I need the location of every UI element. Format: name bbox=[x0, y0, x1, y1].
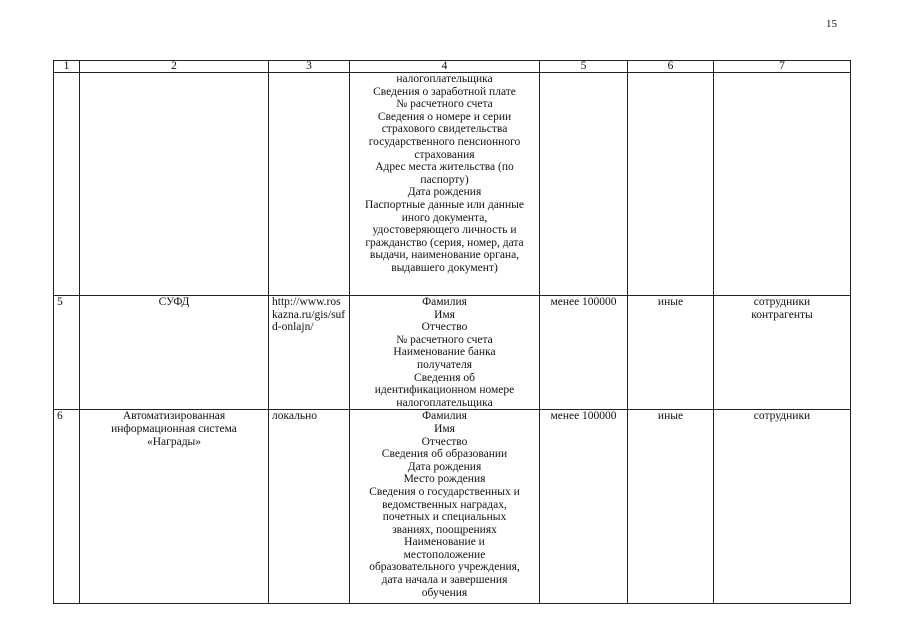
personal-data-item: образовательного учреждения, bbox=[369, 561, 520, 574]
system-name-cell bbox=[80, 73, 269, 296]
system-name-line: СУФД bbox=[158, 296, 190, 308]
table-row bbox=[54, 296, 851, 410]
location-cell bbox=[269, 73, 350, 296]
personal-data-item: званиях, поощрениях bbox=[392, 523, 497, 536]
column-header-4: 4 bbox=[350, 61, 540, 73]
personal-data-item: Сведения о государственных и bbox=[369, 485, 520, 498]
row-number-cell: 6 bbox=[54, 410, 80, 604]
personal-data-item: идентификационном номере bbox=[374, 384, 515, 397]
personal-data-item: Сведения об bbox=[413, 371, 475, 384]
personal-data-item: Фамилия bbox=[422, 296, 467, 308]
personal-data-item: Место рождения bbox=[403, 473, 486, 486]
table-row bbox=[54, 410, 851, 604]
personal-data-item: государственного пенсионного bbox=[368, 135, 521, 148]
personal-data-cell bbox=[350, 73, 540, 296]
volume-cell: менее 100000 bbox=[540, 296, 628, 410]
personal-data-item: № расчетного счета bbox=[396, 98, 493, 111]
personal-data-item: Паспортные данные или данные bbox=[365, 198, 524, 211]
subjects-cell bbox=[714, 410, 851, 604]
page-number: 15 bbox=[826, 18, 837, 30]
category-cell: иные bbox=[628, 410, 714, 604]
column-header-7: 7 bbox=[714, 61, 851, 73]
subject-line: контрагенты bbox=[751, 308, 813, 321]
personal-data-item: Наименование банка bbox=[393, 346, 496, 359]
personal-data-item: дата начала и завершения bbox=[381, 574, 508, 587]
personal-data-item: Наименование и bbox=[404, 536, 485, 549]
category-cell: иные bbox=[628, 296, 714, 410]
personal-data-item: страхования bbox=[414, 148, 475, 161]
table-row bbox=[54, 73, 851, 296]
subject-line: сотрудники bbox=[753, 410, 811, 423]
personal-data-item: страхового свидетельства bbox=[381, 123, 508, 136]
personal-data-item: налогоплательщика bbox=[396, 396, 493, 409]
subjects-cell bbox=[714, 296, 851, 410]
system-name-cell bbox=[80, 410, 269, 604]
category-cell bbox=[628, 73, 714, 296]
column-header-5: 5 bbox=[540, 61, 628, 73]
column-header-1: 1 bbox=[54, 61, 80, 73]
system-name-cell bbox=[80, 296, 269, 410]
personal-data-item: выдавшего документ) bbox=[391, 261, 498, 274]
subject-line: сотрудники bbox=[753, 296, 811, 308]
volume-cell bbox=[540, 73, 628, 296]
subjects-cell bbox=[714, 73, 851, 296]
system-name-line: «Награды» bbox=[146, 435, 202, 448]
column-header-2: 2 bbox=[80, 61, 269, 73]
personal-data-item: Адрес места жительства (по bbox=[375, 161, 514, 174]
location-cell: http://www.roskazna.ru/gis/sufd-onlajn/ bbox=[269, 296, 350, 410]
personal-data-item: Дата рождения bbox=[407, 186, 482, 199]
row-number-cell bbox=[54, 73, 80, 296]
personal-data-item: Сведения об образовании bbox=[381, 448, 508, 461]
personal-data-item: Сведения о заработной плате bbox=[373, 85, 516, 98]
personal-data-cell bbox=[350, 296, 540, 410]
personal-data-item: Фамилия bbox=[422, 410, 467, 423]
personal-data-item: местоположение bbox=[403, 548, 486, 561]
personal-data-item: выдачи, наименование органа, bbox=[369, 249, 520, 262]
personal-data-item: Отчество bbox=[421, 435, 468, 448]
location-cell: локально bbox=[269, 410, 350, 604]
personal-data-item: гражданство (серия, номер, дата bbox=[365, 236, 524, 249]
personal-data-item: Сведения о номере и серии bbox=[377, 110, 512, 123]
personal-data-item: удостоверяющего личность и bbox=[372, 224, 517, 237]
header-row bbox=[54, 61, 851, 73]
personal-data-item: Имя bbox=[434, 422, 455, 435]
personal-data-item: Имя bbox=[434, 308, 455, 321]
personal-data-item: почетных и специальных bbox=[382, 511, 507, 524]
personal-data-item: получателя bbox=[417, 358, 472, 371]
system-name-line: информационная система bbox=[111, 422, 237, 435]
personal-data-item: Отчество bbox=[421, 321, 468, 334]
personal-data-item: налогоплательщика bbox=[396, 73, 493, 85]
volume-cell: менее 100000 bbox=[540, 410, 628, 604]
column-header-6: 6 bbox=[628, 61, 714, 73]
row-number-cell: 5 bbox=[54, 296, 80, 410]
table-body bbox=[54, 73, 851, 604]
registry-table bbox=[53, 60, 851, 604]
personal-data-item: паспорту) bbox=[420, 173, 469, 186]
system-name-line: Автоматизированная bbox=[122, 410, 226, 423]
personal-data-cell bbox=[350, 410, 540, 604]
personal-data-item: ведомственных наградах, bbox=[382, 498, 507, 511]
personal-data-item: иного документа, bbox=[401, 211, 488, 224]
personal-data-item: обучения bbox=[421, 586, 468, 599]
personal-data-item: Дата рождения bbox=[407, 460, 482, 473]
personal-data-item: № расчетного счета bbox=[396, 333, 493, 346]
column-header-3: 3 bbox=[269, 61, 350, 73]
